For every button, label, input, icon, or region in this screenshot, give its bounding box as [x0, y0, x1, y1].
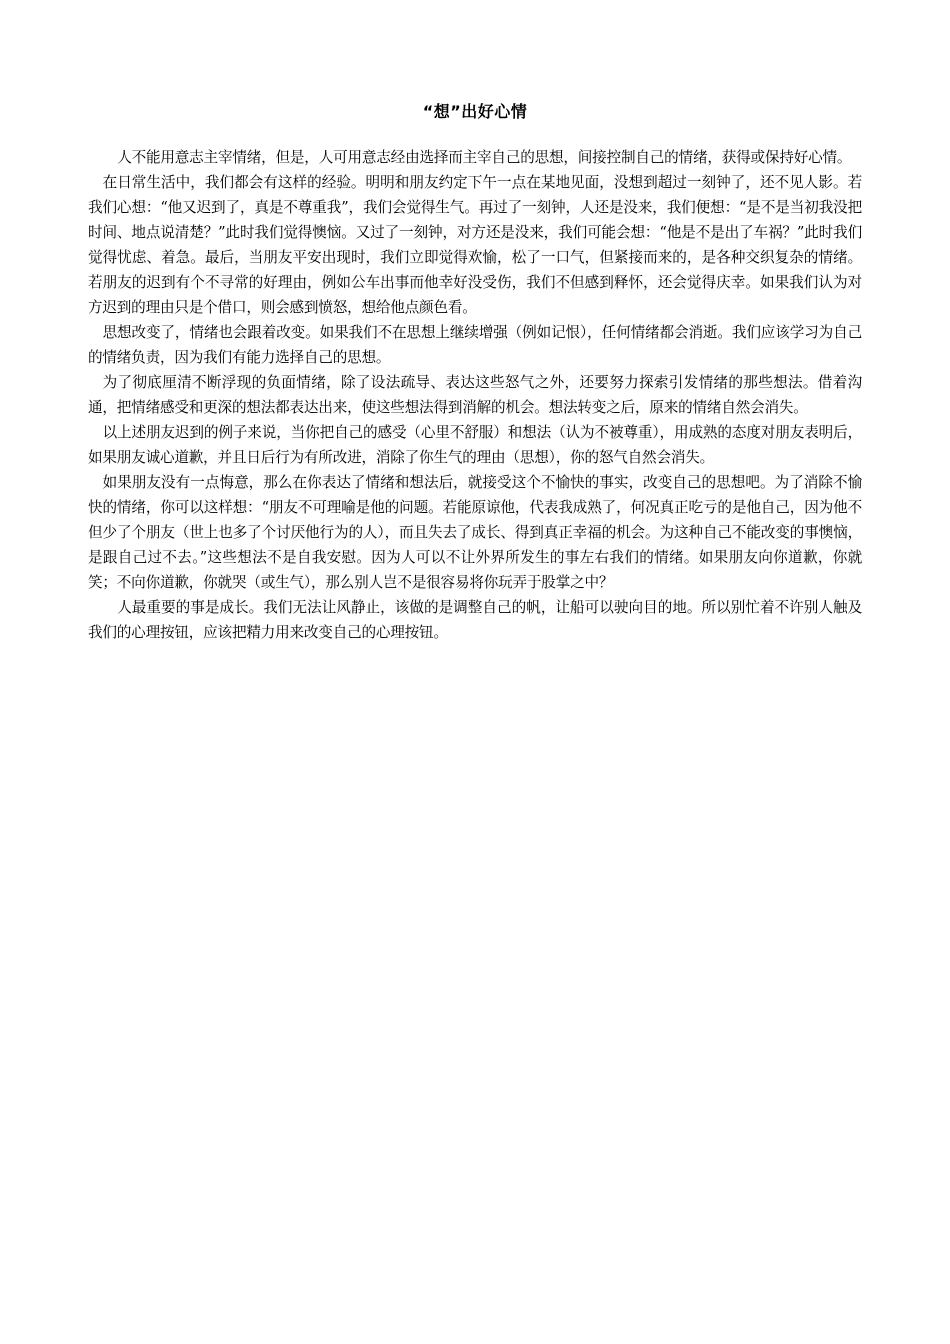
paragraph-friend-apology: 以上述朋友迟到的例子来说，当你把自己的感受（心里不舒服）和想法（认为不被尊重），用成熟的态度对朋友表明后，如果朋友诚心道歉，并且日后行为有所改进，消除了你生气的理由（思想），你的怒气自然会消失。 — [88, 424, 862, 466]
paragraph-no-remorse: 如果朋友没有一点悔意，那么在你表达了情绪和想法后，就接受这个不愉快的事实，改变自己的思想吧。为了消除不愉快的情绪，你可以这样想：“朋友不可理喻是他的问题。若能原谅他，代表我成熟了，何况真正吃亏的是他自己，因为他不但少了个朋友（世上也多了个讨厌他行为的人），而且失去了成长、得到真正幸福的机会。为这种自己不能改变的事懊恼，是跟自己过不去。”这些想法不是自我安慰。因为人可以不让外界所发生的事左右我们的情绪。如果朋友向你道歉，你就笑；不向你道歉，你就哭（或生气），那么别人岂不是很容易将你玩弄于股掌之中？ — [88, 474, 862, 591]
paragraph-negative-emotions: 为了彻底厘清不断浮现的负面情绪，除了设法疏导、表达这些怒气之外，还要努力探索引发情绪的那些想法。借着沟通，把情绪感受和更深的想法都表达出来，使这些想法得到消解的机会。想法转变之后，原来的情绪自然会消失。 — [88, 374, 862, 416]
paragraph-intro: 人不能用意志主宰情绪，但是，人可用意志经由选择而主宰自己的思想，间接控制自己的情绪，获得或保持好心情。 — [117, 149, 852, 166]
paragraph-conclusion: 人最重要的事是成长。我们无法让风静止，该做的是调整自己的帆，让船可以驶向目的地。所以别忙着不许别人触及我们的心理按钮，应该把精力用来改变自己的心理按钮。 — [88, 599, 862, 641]
document-page — [88, 100, 862, 645]
paragraph-example: 在日常生活中，我们都会有这样的经验。明明和朋友约定下午一点在某地见面，没想到超过一刻钟了，还不见人影。若我们心想：“他又迟到了，真是不尊重我”，我们会觉得生气。再过了一刻钟，人还是没来，我们便想：“是不是当初我没把时间、地点说清楚？”此时我们觉得懊恼。又过了一刻钟，对方还是没来，我们可能会想：“他是不是出了车祸？”此时我们觉得忧虑、着急。最后，当朋友平安出现时，我们立即觉得欢愉，松了一口气，但紧接而来的，是各种交织复杂的情绪。若朋友的迟到有个不寻常的好理由，例如公车出事而他幸好没受伤，我们不但感到释怀，还会觉得庆幸。如果我们认为对方迟到的理由只是个借口，则会感到愤怒，想给他点颜色看。 — [88, 174, 862, 316]
document-title: “想”出好心情 — [422, 102, 528, 121]
paragraph-thought-change: 思想改变了，情绪也会跟着改变。如果我们不在思想上继续增强（例如记恨），任何情绪都会消逝。我们应该学习为自己的情绪负责，因为我们有能力选择自己的思想。 — [88, 324, 862, 366]
